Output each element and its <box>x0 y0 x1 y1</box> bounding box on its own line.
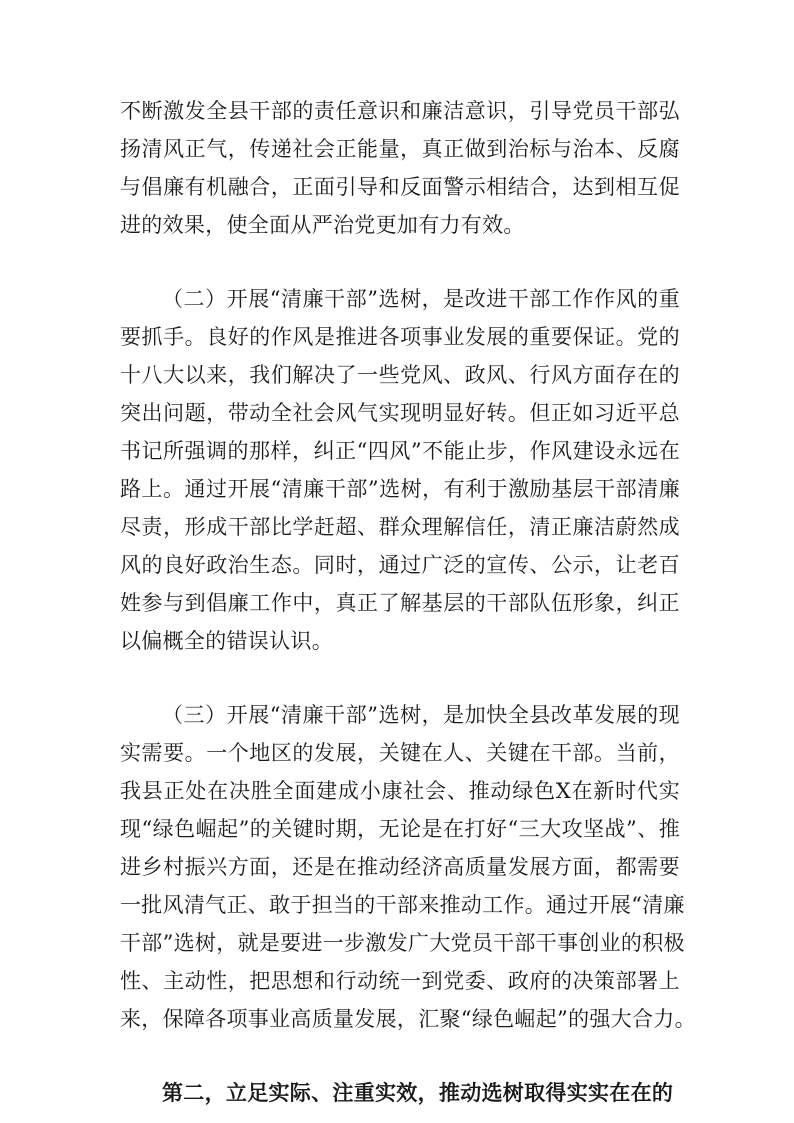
text-line: 现“绿色崛起”的关键时期，无论是在打好“三大攻坚战”、推 <box>120 817 680 841</box>
text-line: 来，保障各项事业高质量发展，汇聚“绿色崛起”的强大合力。 <box>120 1007 696 1031</box>
text-line: 进的效果，使全面从严治党更加有力有效。 <box>120 213 525 237</box>
text-line: （二）开展“清廉干部”选树，是改进干部工作作风的重 <box>162 287 680 311</box>
text-line: （三）开展“清廉干部”选树，是加快全县改革发展的现 <box>162 703 680 727</box>
text-line: 以偏概全的错误认识。 <box>120 629 333 653</box>
text-line: 十八大以来，我们解决了一些党风、政风、行风方面存在的 <box>120 363 680 387</box>
text-line: 一批风清气正、敢于担当的干部来推动工作。通过开展“清廉 <box>120 893 685 917</box>
text-line: 我县正处在决胜全面建成小康社会、推动绿色X在新时代实 <box>120 779 680 803</box>
section-heading: 第二，立足实际、注重实效，推动选树取得实实在在的 <box>162 1081 674 1105</box>
text-line: 突出问题，带动全社会风气实现明显好转。但正如习近平总 <box>120 401 680 425</box>
text-line: 风的良好政治生态。同时，通过广泛的宣传、公示，让老百 <box>120 553 680 577</box>
text-line: 要抓手。良好的作风是推进各项事业发展的重要保证。党的 <box>120 325 680 349</box>
text-line: 进乡村振兴方面，还是在推动经济高质量发展方面，都需要 <box>120 855 680 879</box>
text-line: 干部”选树，就是要进一步激发广大党员干部干事创业的积极 <box>120 931 685 955</box>
text-line: 不断激发全县干部的责任意识和廉洁意识，引导党员干部弘 <box>120 99 680 123</box>
text-line: 尽责，形成干部比学赶超、群众理解信任，清正廉洁蔚然成 <box>120 515 680 539</box>
text-line: 与倡廉有机融合，正面引导和反面警示相结合，达到相互促 <box>120 175 680 199</box>
text-line: 书记所强调的那样，纠正“四风”不能止步，作风建设永远在 <box>120 439 680 463</box>
text-line: 扬清风正气，传递社会正能量，真正做到治标与治本、反腐 <box>120 137 680 161</box>
text-line: 姓参与到倡廉工作中，真正了解基层的干部队伍形象，纠正 <box>120 591 680 615</box>
text-line: 实需要。一个地区的发展，关键在人、关键在干部。当前， <box>120 741 680 765</box>
text-line: 路上。通过开展“清廉干部”选树，有利于激励基层干部清廉 <box>120 477 680 501</box>
text-line: 性、主动性，把思想和行动统一到党委、政府的决策部署上 <box>120 969 680 993</box>
